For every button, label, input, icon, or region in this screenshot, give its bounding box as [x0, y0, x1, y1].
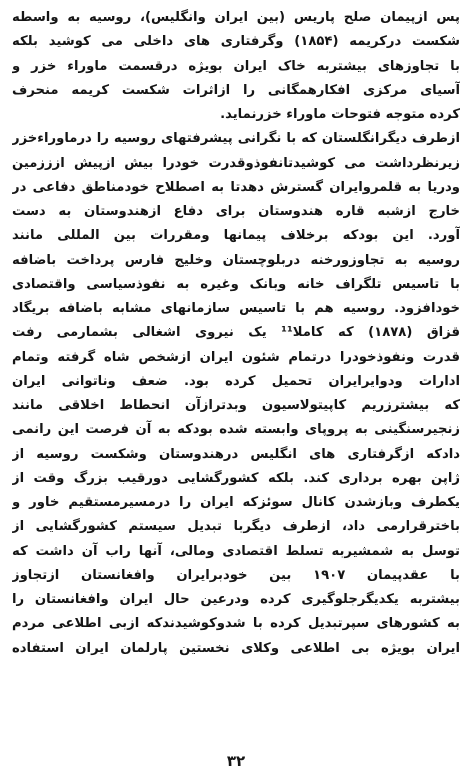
text-line: ژاپن بهره برداری کند. بلکه کشورگشایی دورقیب بزرگ وقت از	[12, 470, 460, 486]
body-text	[12, 6, 460, 661]
text-line: ازطرف دیگرانگلستان که با نگرانی پیشرفتهای روسیه را درماوراءخزر	[12, 131, 460, 147]
text-line: پس ازپیمان صلح پاریس (بین ایران وانگلیس)، روسیه به واسطه	[12, 10, 460, 25]
page-number: ۳۲	[226, 752, 246, 770]
text-line: باخترقرارمی داد، ازطرف دیگربا تبدیل سیستم کشورگشایی از	[12, 519, 460, 535]
text-line: که بیشترزریم کاپیتولاسیون وبدترازآن انحطاط اخلاقی مانند	[12, 398, 460, 413]
text-line: ودریا به قلمروایران گسترش دهدتا به اصطلاح خودمناطق دفاعی در	[12, 179, 460, 195]
text-line: با عقدپیمان ۱۹۰۷ بین خودبرایران وافغانستان ازتجاوز	[12, 567, 460, 583]
text-line: آسیای مرکزی افکارهمگانی را ازاثرات شکست کریمه منحرف	[12, 82, 460, 98]
text-line: شکست درکریمه (۱۸۵۴) وگرفتاری های داخلی می کوشید بلکه	[12, 34, 460, 50]
text-line: توسل به شمشیربه تسلط اقتصادی ومالی، آنها راب آن داشت که	[12, 543, 460, 559]
text-line: با تجاوزهای بیشتربه خاک ایران بویژه درقسمت ماوراء خزر و	[12, 58, 460, 74]
text-line: بیشتربه یکدیگرجلوگیری کرده ودرعین حال ایران وافغانستان را	[12, 592, 460, 607]
text-line: زیرنظرداشت می کوشیدتانفوذوقدرت خودرا بیش ازپیش ازززمین	[12, 155, 460, 171]
text-line: قزاق (۱۸۷۸) که کاملا¹¹ یک نیروی اشغالی بشمارمی رفت	[12, 325, 460, 341]
text-line: با تاسیس تلگراف خانه وبانک وغیره به نفوذسیاسی واقتصادی	[12, 276, 460, 292]
text-line: خودافزود. روسیه هم با تاسیس سازمانهای مشابه باضافه بریگاد	[12, 301, 460, 316]
text-line: روسیه به تجاوزورخنه دربلوچستان وخلیج فارس پرداخت باضافه	[12, 252, 460, 268]
text-line: یکطرف وبازشدن کانال سوئزکه ایران را درمسیرمستقیم خاور و	[12, 495, 460, 510]
text-line: خارج ازشبه قاره هندوستان برای دفاع ازهندوستان به دست	[12, 204, 460, 219]
text-line: به کشورهای سپرتبدیل کرده با شدوکوشیدندکه ازبی اطلاعی مردم	[12, 616, 460, 632]
text-line: آورد. این بودکه برخلاف پیمانها ومقررات بین المللی مانند	[12, 228, 460, 244]
text-line: زنجیرسنگینی به پروپای وابسته شده بودکه به آن فرصت این رانمی	[12, 422, 460, 438]
text-line: کرده متوجه فتوحات ماوراء خزرنماید.	[220, 107, 460, 122]
text-line: دادکه ازگرفتاری های انگلیس درهندوستان وشکست روسیه از	[12, 446, 460, 462]
text-line: قدرت ونفوذخودرا درتمام شئون ایران ازشخص شاه گرفته وتمام	[12, 349, 460, 365]
text-line: ادارات ودوایرایران تحمیل کرده بود. ضعف وناتوانی ایران	[12, 373, 460, 389]
text-line: ایران بویژه بی اطلاعی وکلای نخستین پارلمان ایران استفاده	[12, 640, 460, 656]
